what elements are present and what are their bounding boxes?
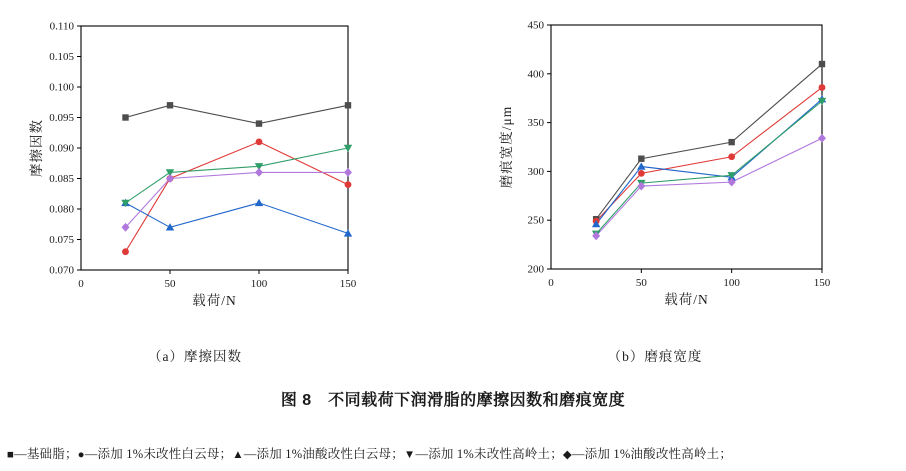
circle-marker	[122, 248, 129, 255]
square-marker	[122, 114, 128, 120]
figure-legend	[7, 444, 906, 462]
x-tick-label: 150	[813, 277, 831, 289]
x-tick-label: 150	[339, 278, 357, 290]
triangle-up-marker	[255, 199, 263, 206]
figure-caption: 图 8 不同载荷下润滑脂的摩擦因数和磨痕宽度	[280, 392, 626, 409]
y-tick-label: 450	[527, 19, 544, 32]
series-line	[596, 101, 822, 234]
diamond-marker	[255, 168, 263, 177]
square-marker	[345, 102, 351, 108]
x-tick-label: 50	[635, 277, 647, 289]
y-axis-label: 磨痕宽度/μm	[499, 105, 514, 189]
y-tick-label: 0.080	[49, 203, 74, 216]
y-tick-label: 0.090	[49, 142, 74, 155]
subcaption-wear: （b）磨痕宽度	[607, 349, 703, 364]
chart-friction	[28, 21, 357, 309]
x-tick-label: 0	[78, 278, 84, 290]
subcaption-friction: （a）摩擦因数	[148, 349, 242, 364]
y-tick-label: 0.085	[49, 173, 74, 185]
y-tick-label: 300	[527, 165, 544, 178]
square-marker	[167, 102, 173, 108]
plot-box	[81, 26, 348, 270]
circle-marker	[345, 181, 352, 188]
square-marker	[256, 120, 262, 126]
x-tick-label: 0	[548, 277, 554, 289]
x-axis-label: 载荷/N	[192, 293, 237, 308]
plot-box	[551, 25, 822, 269]
x-tick-label: 100	[250, 278, 268, 290]
square-marker	[819, 61, 825, 67]
legend-item-label: —添加 1%未改性白云母；	[84, 447, 233, 461]
series-line	[126, 203, 349, 234]
y-tick-label: 200	[527, 263, 544, 276]
triangle-up-icon: ▲	[232, 449, 244, 461]
circle-marker	[728, 153, 735, 160]
diamond-marker	[344, 168, 352, 177]
y-tick-label: 350	[527, 117, 544, 130]
chart-wear	[498, 20, 831, 308]
circle-icon: ●	[77, 449, 85, 461]
legend-item-label: —添加 1%油酸改性高岭土；	[571, 447, 733, 461]
series-line	[596, 99, 822, 224]
square-icon: ■	[7, 449, 15, 461]
legend-item-label: —添加 1%未改性高岭土；	[415, 447, 563, 461]
y-tick-label: 0.070	[49, 264, 74, 277]
x-axis-label: 载荷/N	[664, 292, 709, 307]
legend-item-label: —添加 1%油酸改性白云母；	[243, 447, 404, 461]
square-marker	[638, 156, 644, 162]
x-tick-label: 100	[723, 277, 740, 289]
diamond-icon: ◆	[562, 449, 572, 461]
y-tick-label: 0.075	[49, 234, 74, 246]
y-tick-label: 0.100	[49, 81, 74, 94]
y-tick-label: 0.110	[49, 20, 74, 33]
circle-marker	[256, 139, 263, 146]
diamond-marker	[818, 134, 826, 143]
y-tick-label: 0.095	[49, 112, 74, 124]
y-tick-label: 0.105	[49, 51, 74, 63]
series-line	[596, 138, 822, 236]
series-line	[126, 105, 349, 123]
series-line	[126, 142, 349, 252]
series-line	[126, 148, 349, 203]
y-tick-label: 400	[527, 68, 544, 81]
triangle-down-icon: ▼	[403, 449, 416, 461]
circle-marker	[638, 170, 645, 177]
legend-item-label: —基础脂；	[14, 447, 78, 461]
y-tick-label: 250	[527, 214, 544, 227]
square-marker	[728, 139, 734, 145]
x-tick-label: 50	[164, 278, 176, 290]
y-axis-label: 摩擦因数	[29, 119, 44, 177]
circle-marker	[819, 84, 826, 91]
